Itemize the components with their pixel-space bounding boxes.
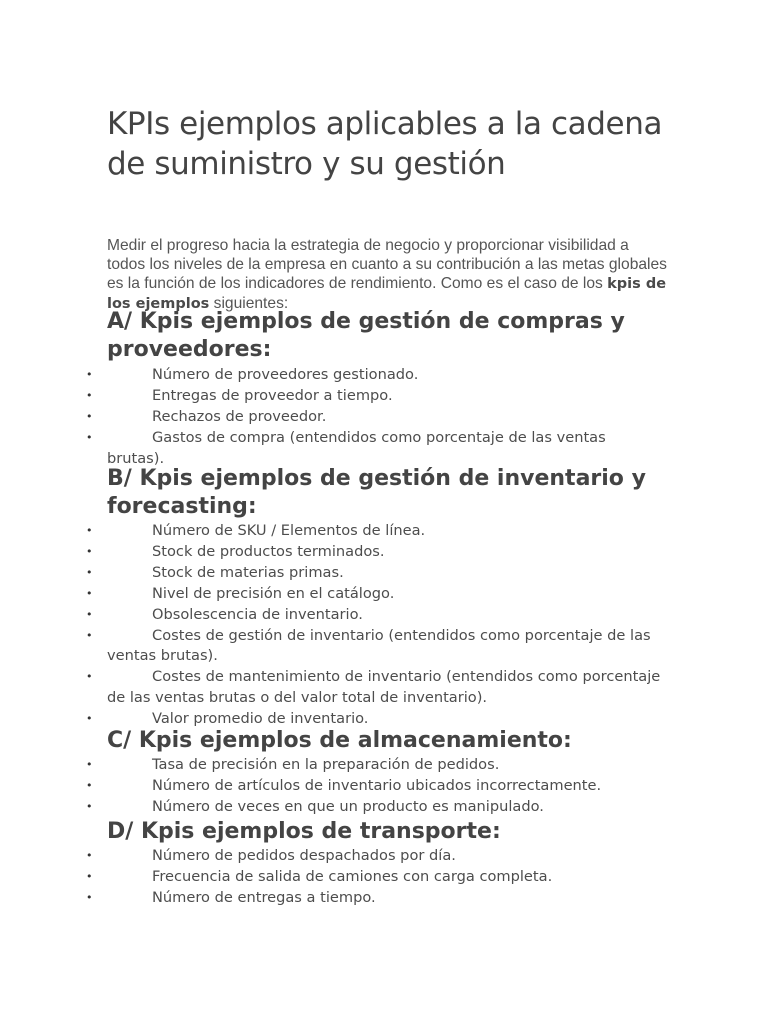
list-item-text: Número de SKU / Elementos de línea. xyxy=(152,522,426,539)
section-heading-b: B/ Kpis ejemplos de gestión de inventario y forecasting: xyxy=(107,466,646,519)
list-item xyxy=(0,407,667,428)
intro-text-end: siguientes: xyxy=(209,295,289,312)
bullet-icon: • xyxy=(86,712,93,726)
bullet-icon: • xyxy=(86,628,93,642)
list-item-text: Valor promedio de inventario. xyxy=(152,710,369,728)
list-item-text: Número de proveedores gestionado. xyxy=(152,366,419,383)
bullet-icon: • xyxy=(86,409,93,423)
list-item-text: Entregas de proveedor a tiempo. xyxy=(152,386,393,404)
list-item xyxy=(0,542,667,563)
list-item xyxy=(0,386,667,407)
bullet-icon: • xyxy=(86,368,93,381)
bullet-icon: • xyxy=(86,869,93,883)
list-item-text: Número de entregas a tiempo. xyxy=(152,888,376,906)
section-list-c xyxy=(0,755,768,818)
section-heading-c: C/ Kpis ejemplos de almacenamiento: xyxy=(107,728,572,753)
bullet-icon: • xyxy=(86,388,93,402)
list-item xyxy=(0,867,667,888)
list-item-text: Frecuencia de salida de camiones con carga completa. xyxy=(152,867,553,885)
list-item-text: Stock de productos terminados. xyxy=(152,542,385,560)
bullet-icon: • xyxy=(86,544,93,558)
bullet-icon: • xyxy=(86,586,93,600)
intro-bold-text: kpis de los ejemplos xyxy=(107,276,667,312)
section-list-d xyxy=(0,846,768,909)
list-item xyxy=(0,428,667,470)
bullet-icon: • xyxy=(86,799,93,813)
page-title: KPIs ejemplos aplicables a la cadena de suministro y su gestión xyxy=(107,106,663,182)
list-item xyxy=(0,626,667,668)
section-list-b xyxy=(0,521,768,730)
intro-paragraph xyxy=(107,236,667,314)
list-item xyxy=(0,667,667,709)
list-item-text: Gastos de compra (entendidos como porcentaje de las ventas brutas). xyxy=(107,428,606,467)
list-item xyxy=(0,563,667,584)
list-item-text: Costes de gestión de inventario (entendidos como porcentaje de las ventas brutas). xyxy=(107,626,651,665)
list-item-text: Tasa de precisión en la preparación de pedidos. xyxy=(152,756,500,773)
bullet-icon: • xyxy=(86,524,93,537)
list-item-text: Stock de materias primas. xyxy=(152,563,344,581)
list-item-text: Obsolescencia de inventario. xyxy=(152,605,363,623)
list-item-text: Número de veces en que un producto es manipulado. xyxy=(152,797,544,815)
bullet-icon: • xyxy=(86,758,93,771)
list-item-text: Rechazos de proveedor. xyxy=(152,407,327,425)
list-item xyxy=(0,521,667,542)
list-item xyxy=(0,605,667,626)
bullet-icon: • xyxy=(86,849,93,862)
list-item-text: Nivel de precisión en el catálogo. xyxy=(152,584,395,602)
list-item xyxy=(0,846,667,867)
bullet-icon: • xyxy=(86,670,93,684)
list-item xyxy=(0,755,667,776)
list-item xyxy=(0,584,667,605)
list-item-text: Número de artículos de inventario ubicados incorrectamente. xyxy=(152,776,602,794)
section-heading-d: D/ Kpis ejemplos de transporte: xyxy=(107,819,501,844)
bullet-icon: • xyxy=(86,430,93,444)
list-item xyxy=(0,776,667,797)
bullet-icon: • xyxy=(86,607,93,621)
section-list-a xyxy=(0,365,768,470)
bullet-icon: • xyxy=(86,778,93,792)
list-item xyxy=(0,797,667,818)
bullet-icon: • xyxy=(86,890,93,904)
list-item-text: Costes de mantenimiento de inventario (entendidos como porcentaje de las ventas brutas o del valor total de inventario). xyxy=(107,668,661,707)
bullet-icon: • xyxy=(86,565,93,579)
list-item-text: Número de pedidos despachados por día. xyxy=(152,847,456,864)
list-item xyxy=(0,888,667,909)
list-item xyxy=(0,365,667,386)
section-heading-a: A/ Kpis ejemplos de gestión de compras y proveedores: xyxy=(107,309,625,362)
intro-text: Medir el progreso hacia la estrategia de negocio y proporcionar visibilidad a todos los niveles de la empresa en cuanto a su contribución a las metas globales es la función de los indicadores de rendimiento. Como es el caso de los xyxy=(107,237,667,292)
